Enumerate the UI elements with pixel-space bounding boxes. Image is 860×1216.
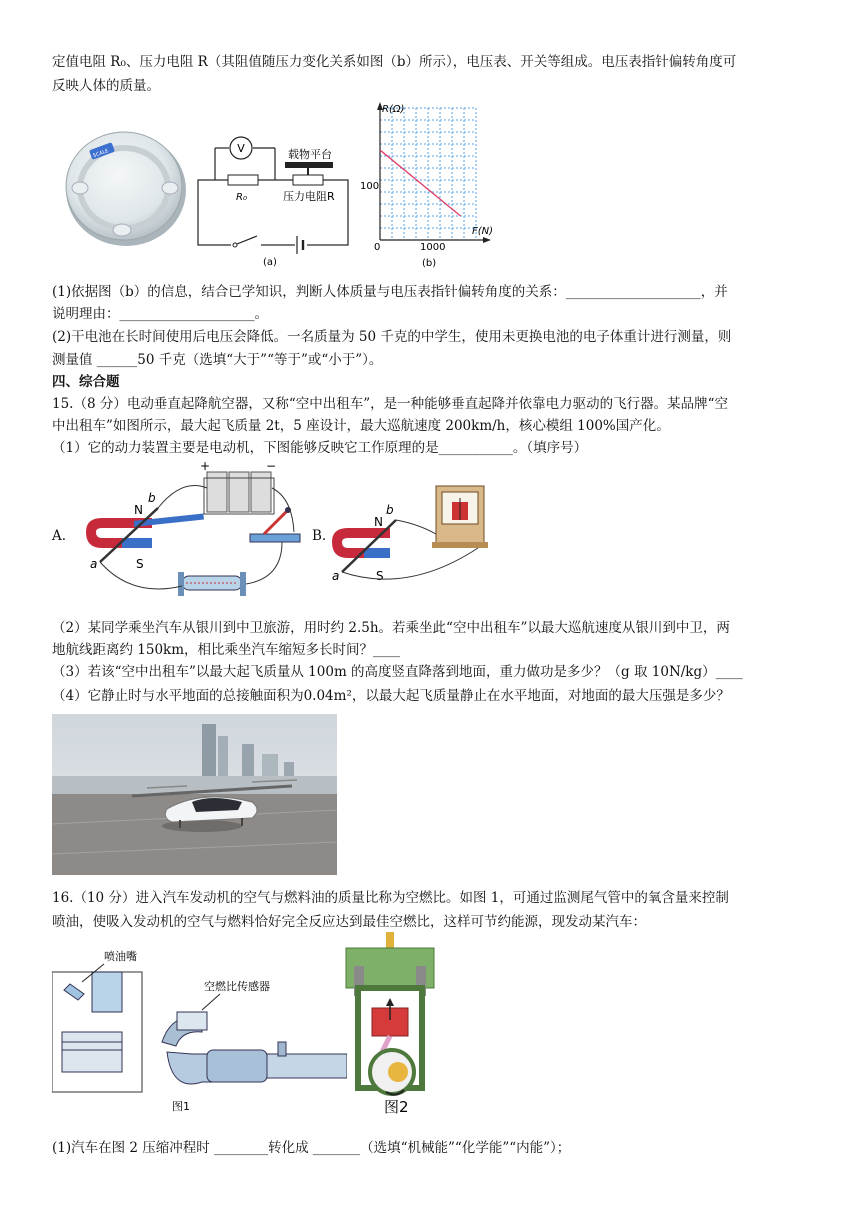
piston-icon (62, 1032, 122, 1072)
battery-minus-label: − (266, 459, 277, 473)
conductor-rod-b (342, 520, 396, 572)
q15-line2: 中出租车”如图所示，最大起飞质量 2t，5 座设计，最大巡航速度 200km/h，核心模组 100%国产化。 (52, 418, 670, 434)
intro-line-1: 定值电阻 R₀、压力电阻 R（其阻值随压力变化关系如图（b）所示），电压表、开关等组成。电压表指针偏转角度可 (52, 54, 737, 70)
series-line (380, 150, 461, 216)
bathroom-scale-image (62, 128, 192, 250)
pressure-resistor (293, 175, 323, 185)
q15-line1: 15.（8 分）电动垂直起降航空器，又称“空中出租车”，是一种能够垂直起降并依靠电力驱动的飞行器。某品牌“空 (52, 396, 729, 412)
south-pole-label: S (136, 557, 144, 571)
exhaust-pipe-icon (167, 1042, 347, 1084)
y-axis-label: R(Ω) (382, 104, 405, 115)
rod-end-b-label-b: b (386, 503, 394, 517)
option-b-diagram (328, 484, 498, 594)
chart-grid (380, 108, 476, 240)
q16-line2: 喷油，使吸入发动机的空气与燃料恰好完全反应达到最佳空燃比，这样可节约能源，现发动某汽车： (52, 914, 646, 930)
engine-cylinder-figure (340, 930, 440, 1130)
voltmeter-label: V (237, 142, 245, 155)
q15-sub1: （1）它的动力装置主要是电动机，下图能够反映它工作原理的是___________。（填序号） (52, 440, 588, 456)
r0-label: R₀ (236, 192, 247, 203)
pressure-resistor-label: 压力电阻R (283, 190, 335, 203)
section-heading: 四、综合题 (52, 374, 120, 390)
battery-plus-label: + (200, 459, 211, 473)
figure-2-caption: 图2 (384, 1098, 409, 1116)
circuit-diagram-a (195, 132, 355, 267)
fig-a-caption: (a) (263, 257, 277, 267)
magnet-north-b (332, 528, 364, 558)
q14-part2-line2: 测量值 ______50 千克（选填“大于”“等于”或“小于”）。 (52, 352, 383, 368)
option-a-diagram (82, 458, 312, 608)
x-tick-label: 1000 (420, 242, 446, 253)
option-a-label: A. (52, 528, 67, 544)
north-pole-label-b: N (374, 515, 383, 529)
battery-pack-icon (204, 472, 274, 514)
rod-end-a-label-b: a (332, 569, 340, 583)
conductor-rod (100, 508, 158, 562)
magnet-south (122, 538, 152, 548)
air-taxi-photo (52, 714, 337, 875)
figure-1-caption: 图1 (172, 1100, 190, 1113)
q14-part2-line1: (2)干电池在长时间使用后电压会降低。一名质量为 50 千克的中学生，使用未更换电池的电子体重计进行测量，则 (52, 329, 732, 345)
nozzle-label: 喷油嘴 (104, 950, 137, 963)
spark-plug-icon (386, 932, 394, 948)
rod-end-a-label: a (90, 557, 98, 571)
q15-sub3: （3）若该“空中出租车”以最大起飞质量从 100m 的高度竖直降落到地面，重力做功是多少？（g 取 10N/kg）____ (52, 664, 743, 680)
resistance-force-chart (356, 98, 496, 273)
r0-resistor (228, 175, 258, 185)
sensor-label: 空燃比传感器 (204, 980, 270, 993)
scale-brand-text: SCALE (92, 147, 110, 160)
galvanometer-icon (432, 486, 488, 548)
engine-exhaust-figure (52, 942, 347, 1120)
injector-nozzle-icon (64, 984, 84, 1000)
q16-sub1: (1)汽车在图 2 压缩冲程时 ________转化成 _______（选填“机械能”“化学能”“内能”）； (52, 1140, 571, 1156)
q14-part1-line2: 说明理由：____________________。 (52, 306, 268, 322)
rod-end-b-label: b (148, 491, 156, 505)
north-pole-label: N (134, 503, 143, 517)
y-tick-label: 100 (360, 181, 380, 192)
q15-sub4: （4）它静止时与水平地面的总接触面积为0.04m²，以最大起飞质量静止在水平地面，对地面的最大压强是多少？ (52, 688, 730, 704)
q15-sub2-line1: （2）某同学乘坐汽车从银川到中卫旅游，用时约 2.5h。若乘坐此“空中出租车”以最大巡航速度从银川到中卫，两 (52, 620, 730, 636)
option-b-label: B. (312, 528, 327, 544)
origin-label: 0 (374, 242, 381, 253)
intro-line-2: 反映人体的质量。 (52, 78, 160, 94)
q14-part1-line1: (1)依据图（b）的信息，结合已学知识，判断人体质量与电压表指针偏转角度的关系：____________________，并 (52, 284, 728, 300)
q16-line1: 16.（10 分）进入汽车发动机的空气与燃料油的质量比称为空燃比。如图 1，可通过监测尾气管中的氧含量来控制 (52, 890, 729, 906)
magnet-north (86, 518, 122, 548)
rheostat-icon (178, 572, 246, 596)
platform-label: 载物平台 (288, 148, 332, 161)
x-axis-label: F(N) (472, 226, 494, 237)
platform-bar (285, 162, 333, 168)
q15-sub2-line2: 地航线距离约 150km，相比乘坐汽车缩短多长时间？____ (52, 642, 401, 658)
south-pole-label-b: S (376, 569, 384, 583)
fig-b-caption: (b) (422, 258, 437, 269)
